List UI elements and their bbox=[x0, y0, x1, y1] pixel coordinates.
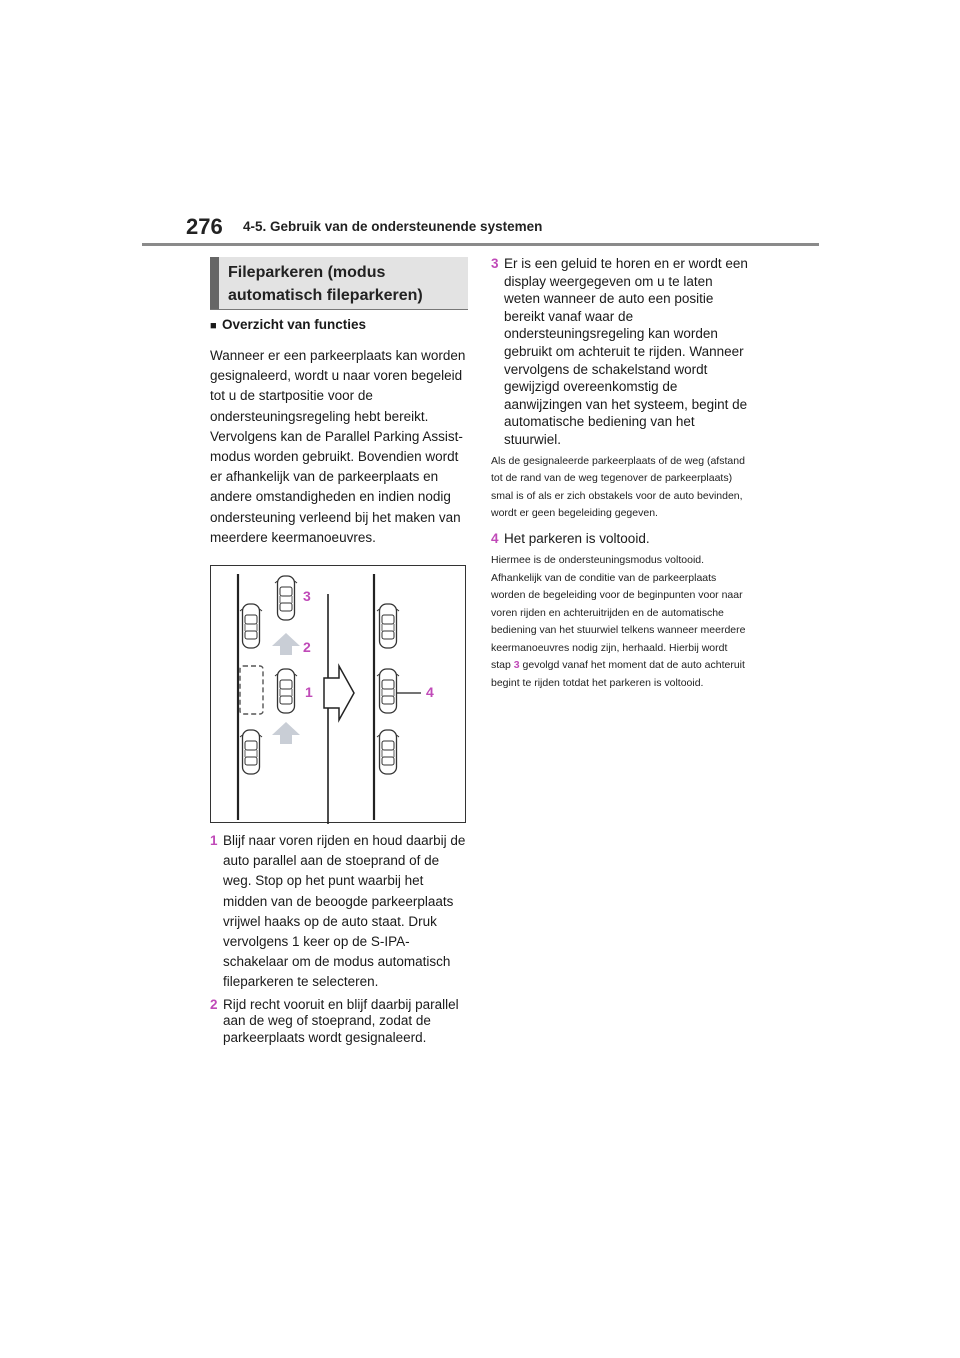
note-completion bbox=[491, 552, 749, 693]
topic-heading bbox=[210, 257, 468, 309]
step-3 bbox=[491, 255, 749, 449]
overview-heading bbox=[210, 315, 468, 336]
parking-diagram-svg bbox=[211, 566, 467, 824]
vehicle-position-1-icon bbox=[275, 669, 297, 713]
label-3: 3 bbox=[303, 588, 311, 605]
parked-car-icon bbox=[377, 604, 399, 648]
step-2 bbox=[210, 997, 468, 1047]
step-number: 1 bbox=[210, 833, 218, 849]
note-text: Hiermee is de ondersteuningsmodus voltooid. Afhankelijk van de conditie van de parkeerplaats worden de begeleiding voor de beginpunten voor naar voren rijden en achteruitrijden en de automatische bediening van het stuurwiel telkens wanneer meerdere keermanoeuvres nodig zijn, herhaald. Hierbij wordt stap bbox=[491, 553, 746, 672]
target-space-outline bbox=[240, 666, 263, 714]
topic-heading-line1: Fileparkeren (modus bbox=[228, 264, 386, 281]
header-rule bbox=[142, 243, 819, 246]
page-number: 276 bbox=[186, 214, 223, 239]
step-text: Blijf naar voren rijden en houd daarbij de auto parallel aan de stoeprand of de weg. Stop op het punt waarbij het midden van de beoogde parkeerplaats vrijwel haaks op de auto staat. Druk vervolgens 1 keer op de S-IPA-schakelaar om de modus automatisch fileparkeren te selecteren. bbox=[223, 833, 466, 990]
overview-title: Overzicht van functies bbox=[222, 317, 367, 332]
step-number: 3 bbox=[491, 256, 499, 271]
vehicle-position-3-icon bbox=[275, 576, 297, 620]
step-reference: 3 bbox=[513, 659, 520, 672]
step-1 bbox=[210, 831, 468, 993]
step-4 bbox=[491, 530, 749, 548]
parked-car-icon bbox=[240, 604, 262, 648]
forward-arrow-icon bbox=[272, 722, 300, 744]
step-text: Rijd recht vooruit en blijf daarbij parallel aan de weg of stoeprand, zodat de parkeerplaats wordt gesignaleerd. bbox=[223, 996, 459, 1045]
note-no-guidance: Als de gesignaleerde parkeerplaats of de weg (afstand tot de rand van de weg tegenover de parkeerplaats) smal is of als er zich obstakels voor de auto bevinden, wordt er geen begeleiding gegeven. bbox=[491, 454, 745, 520]
parked-car-icon bbox=[377, 730, 399, 774]
topic-heading-line2: automatisch fileparkeren) bbox=[228, 287, 423, 304]
step-number: 2 bbox=[210, 996, 218, 1012]
parked-car-icon bbox=[377, 669, 399, 713]
step-text: Er is een geluid te horen en er wordt een display weergegeven om u te laten weten wanneer de auto een positie bereikt vanaf waar de ondersteuningsregeling kan worden gebruikt om achteruit te rijden. Wanneer vervolgens de schakelstand wordt gewijzigd overeenkomstig de aanwijzingen van het systeem, begint de automatische bediening van het stuurwiel. bbox=[504, 256, 748, 447]
step-number: 4 bbox=[491, 530, 499, 546]
label-2: 2 bbox=[303, 639, 311, 656]
heading-underline bbox=[210, 309, 468, 310]
section-title: 4-5. Gebruik van de ondersteunende systemen bbox=[243, 219, 543, 234]
bullet-square-icon: ■ bbox=[210, 320, 217, 332]
right-column bbox=[491, 255, 749, 693]
step-text: Het parkeren is voltooid. bbox=[504, 530, 650, 546]
parked-car-icon bbox=[240, 730, 262, 774]
overview-text: Wanneer er een parkeerplaats kan worden gesignaleerd, wordt u naar voren begeleid tot u de startpositie voor de ondersteuningsregeling hebt bereikt. Vervolgens kan de Parallel Parking Assist-modus worden gebruikt. Bovendien wordt er afhankelijk van de parkeerplaats en andere omstandigheden en indien nodig ondersteuning verleend bij het maken van meerdere keermanoeuvres. bbox=[210, 348, 466, 545]
label-1: 1 bbox=[305, 684, 313, 701]
parking-diagram bbox=[210, 565, 466, 823]
left-column bbox=[210, 315, 468, 1046]
label-4: 4 bbox=[426, 684, 434, 701]
forward-arrow-icon bbox=[272, 633, 300, 655]
note-text: gevolgd vanaf het moment dat de auto achteruit begint te rijden totdat het parkeren is voltooid. bbox=[491, 659, 745, 690]
